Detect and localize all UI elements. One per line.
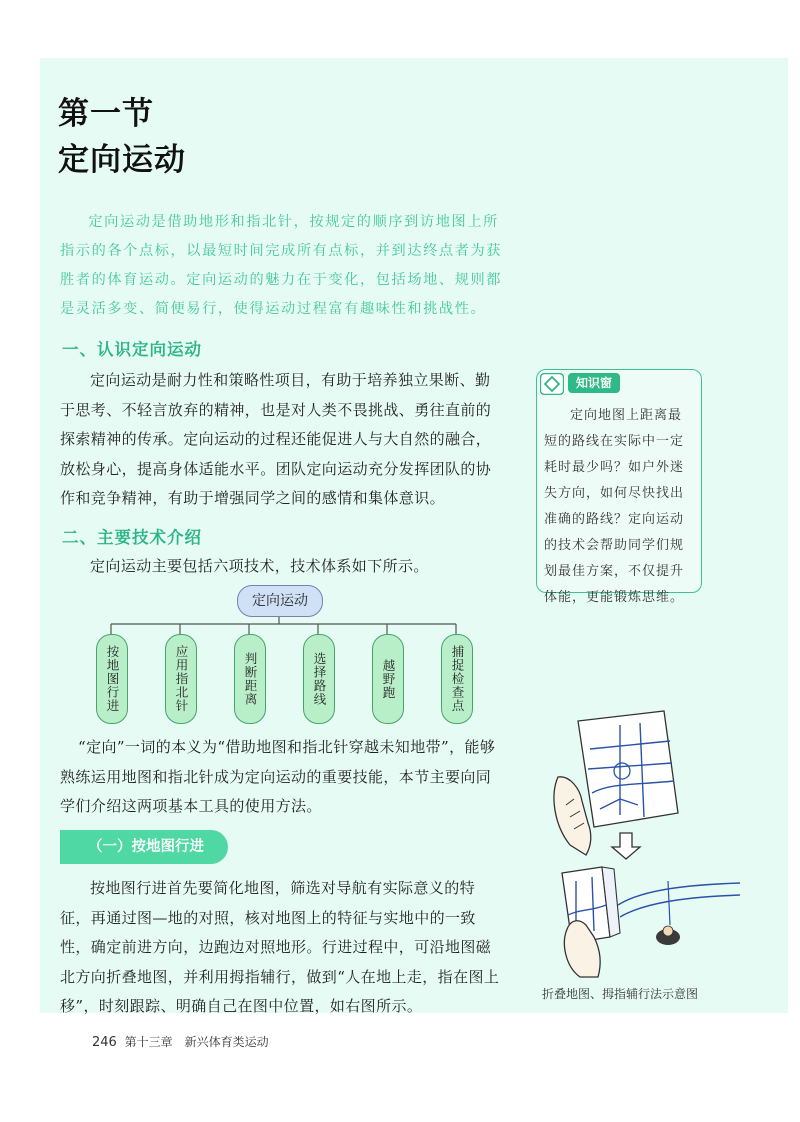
tree-node: 越野跑 — [372, 634, 404, 724]
map-sheet-top — [578, 711, 678, 827]
intro-paragraph: 定向运动是借助地形和指北针，按规定的顺序到访地图上所指示的各个点标，以最短时间完成所有点标，并到达终点者为获胜者的体育运动。定向运动的魅力在于变化，包括场地、规则都是灵活多变、简便易行，使得运动过程富有趣味性和挑战性。 — [60, 214, 503, 317]
tree-node: 判断距离 — [234, 634, 266, 724]
page-number: 246 — [92, 1035, 117, 1050]
paragraph-map-travel: 按地图行进首先要简化地图，筛选对导航有实际意义的特征，再通过图—地的对照，核对地图上的特征与实地中的一致性，确定前进方向，边跑边对照地形。行进过程中，可沿地图磁北方向折叠地图，并利用拇指辅行，做到“人在地上走，指在图上移”，时刻跟踪、明确自己在图中位置，如右图所示。 — [60, 879, 500, 1015]
tree-node: 按地图行进 — [96, 634, 128, 724]
knowledge-box-tag: 知识窗 — [568, 373, 620, 393]
page-footer — [92, 1033, 269, 1050]
chapter-label: 第十三章 新兴体育类运动 — [124, 1035, 269, 1049]
tree-node: 应用指北针 — [165, 634, 197, 724]
folding-map-illustration — [540, 705, 745, 980]
tree-node: 捕捉检查点 — [441, 634, 473, 724]
hand-top — [554, 777, 591, 855]
path-road — [618, 881, 740, 925]
page-title: 定向运动 — [58, 142, 186, 178]
paragraph-understand: 定向运动是耐力性和策略性项目，有助于培养独立果断、勤于思考、不轻言放弃的精神，也是对人类不畏挑战、勇往直前的探索精神的传承。定向运动的过程还能促进人与大自然的融合，放松身心，提高身体适能水平。团队定向运动充分发挥团队的协作和竞争精神，有助于增强同学之间的感情和集体意识。 — [60, 371, 492, 507]
heading-understand: 一、认识定向运动 — [62, 340, 202, 359]
subheading-pill: （一）按地图行进 — [60, 830, 228, 864]
figure-caption: 折叠地图、拇指辅行法示意图 — [542, 987, 699, 1001]
heading-techniques: 二、主要技术介绍 — [62, 528, 202, 547]
section-label: 第一节 — [58, 96, 154, 132]
paragraph-techniques: 定向运动主要包括六项技术，技术体系如下所示。 — [90, 557, 429, 575]
tree-root: 定向运动 — [237, 585, 323, 617]
knowledge-box-text: 定向地图上距离最短的路线在实际中一定耗时最少吗？如户外迷失方向，如何尽快找出准确的路线？定向运动的技术会帮助同学们规划最佳方案，不仅提升体能，更能锻炼思维。 — [544, 408, 685, 605]
tree-node: 选择路线 — [303, 634, 335, 724]
diamond-icon — [540, 373, 564, 395]
paragraph-orientation: “定向”一词的本义为“借助地图和指北针穿越未知地带”，能够熟练运用地图和指北针成为定向运动的重要技能，本节主要向同学们介绍这两项基本工具的使用方法。 — [60, 738, 496, 815]
down-arrow-icon — [612, 833, 640, 859]
runner-figure — [656, 926, 680, 945]
